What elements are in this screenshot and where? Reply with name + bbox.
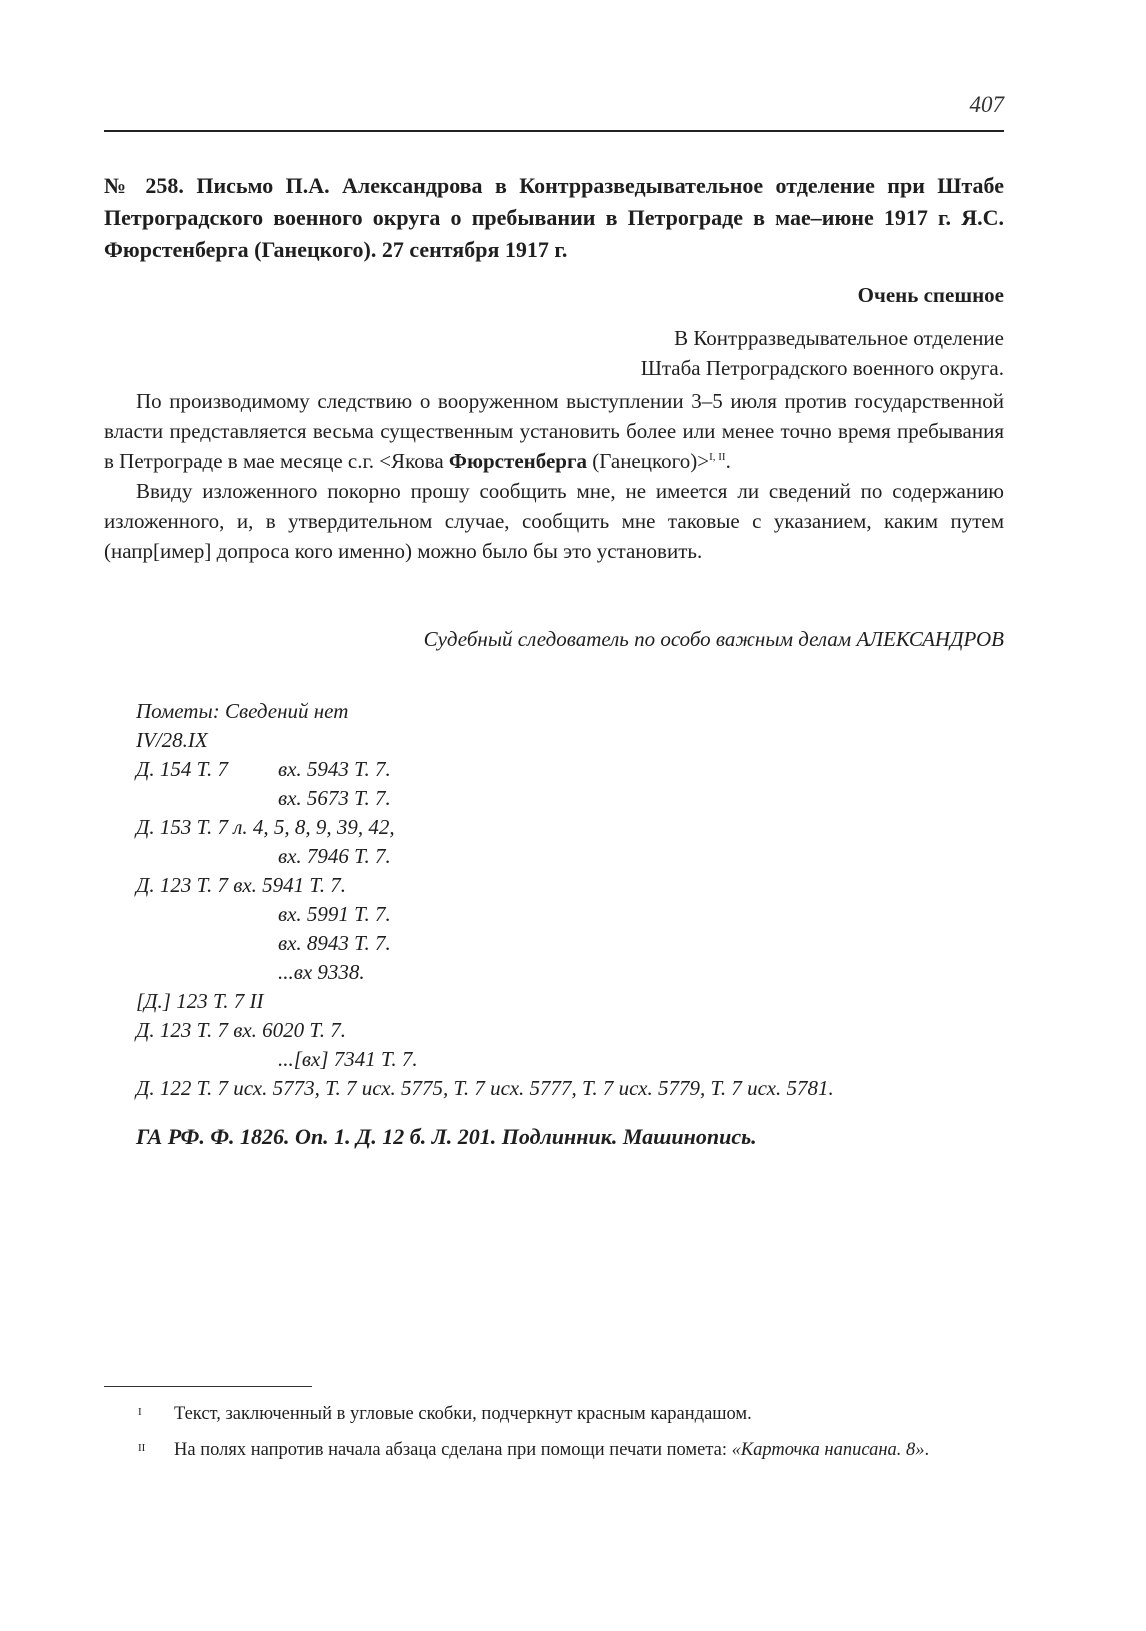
addressee-line: В Контрразведывательное отделение xyxy=(674,326,1004,350)
annotation-text: Д. 123 Т. 7 вх. 5941 Т. 7. xyxy=(136,873,347,897)
addressee-line: Штаба Петроградского военного округа. xyxy=(640,356,1004,380)
page-number: 407 xyxy=(969,92,1004,117)
footnote-text: На полях напротив начала абзаца сделана при помощи печати помета: xyxy=(174,1440,732,1460)
document-title: № 258. Письмо П.А. Александрова в Контрразведывательное отделение при Штабе Петроградского военного округа о пребывании в Петрограде в мае–июне 1917 г. Я.С. Фюрстенберга (Ганецкого). 27 сентября 1917 г. xyxy=(104,173,1004,262)
urgency-label: Очень спешное xyxy=(857,283,1004,307)
paragraph-text: . xyxy=(725,449,731,473)
header-rule xyxy=(104,130,1004,132)
footnote-mark: II xyxy=(138,1442,146,1454)
annotation-text: вх. 5943 Т. 7. xyxy=(278,757,391,781)
footnote-reference: I, II xyxy=(709,451,726,463)
annotation-text: Д. 153 Т. 7 л. 4, 5, 8, 9, 39, 42, xyxy=(136,815,395,839)
footnote xyxy=(104,1400,1004,1428)
letter-body xyxy=(104,386,1004,566)
footnotes xyxy=(104,1400,1004,1472)
archive-source: ГА РФ. Ф. 1826. Оп. 1. Д. 12 б. Л. 201. Подлинник. Машинопись. xyxy=(136,1124,757,1149)
signature: Судебный следователь по особо важным делам АЛЕКСАНДРОВ xyxy=(423,627,1004,651)
footnote xyxy=(104,1436,1004,1464)
bold-name: Фюрстенберга xyxy=(448,449,588,473)
addressee xyxy=(104,323,1004,383)
annotation-text: Д. 154 Т. 7 xyxy=(136,757,228,781)
footnote-text: Текст, заключенный в угловые скобки, подчеркнут красным карандашом. xyxy=(174,1404,752,1424)
footnote-separator xyxy=(104,1386,312,1387)
annotation-text: вх. 8943 Т. 7. xyxy=(278,931,391,955)
annotation-text: Пометы: Сведений нет xyxy=(136,699,349,723)
annotation-text: вх. 5991 Т. 7. xyxy=(278,902,391,926)
annotation-text: ...[вх] 7341 Т. 7. xyxy=(278,1047,418,1071)
annotation-text: IV/28.IX xyxy=(136,728,208,752)
annotation-text: вх. 7946 Т. 7. xyxy=(278,844,391,868)
paragraph xyxy=(104,386,1004,476)
paragraph-text: (Ганецкого)> xyxy=(587,449,710,473)
annotation-text: вх. 5673 Т. 7. xyxy=(278,786,391,810)
annotation-text: [Д.] 123 Т. 7 II xyxy=(136,989,264,1013)
paragraph: Ввиду изложенного покорно прошу сообщить мне, не имеется ли сведений по содержанию изложенного, и, в утвердительном случае, сообщить мне таковые с указанием, каким путем (напр[имер] допроса кого именно) можно было бы это установить. xyxy=(104,479,1004,563)
annotation-text: Д. 122 Т. 7 исх. 5773, Т. 7 исх. 5775, Т. 7 исх. 5777, Т. 7 исх. 5779, Т. 7 исх. 5781. xyxy=(136,1076,834,1100)
annotation-text: Д. 123 Т. 7 вх. 6020 Т. 7. xyxy=(136,1018,347,1042)
footnote-mark: I xyxy=(138,1406,142,1418)
paragraph-text: По производимому следствию о вооруженном выступлении 3–5 июля против государственной власти представляется весьма существенным установить более или менее точно время пребывания в Петрограде в мае месяце с.г. <Якова xyxy=(104,389,1004,473)
annotation-text: ...вх 9338. xyxy=(278,960,365,984)
footnote-text: . xyxy=(924,1440,930,1460)
footnote-italic-text: «Карточка написана. 8» xyxy=(731,1440,925,1460)
